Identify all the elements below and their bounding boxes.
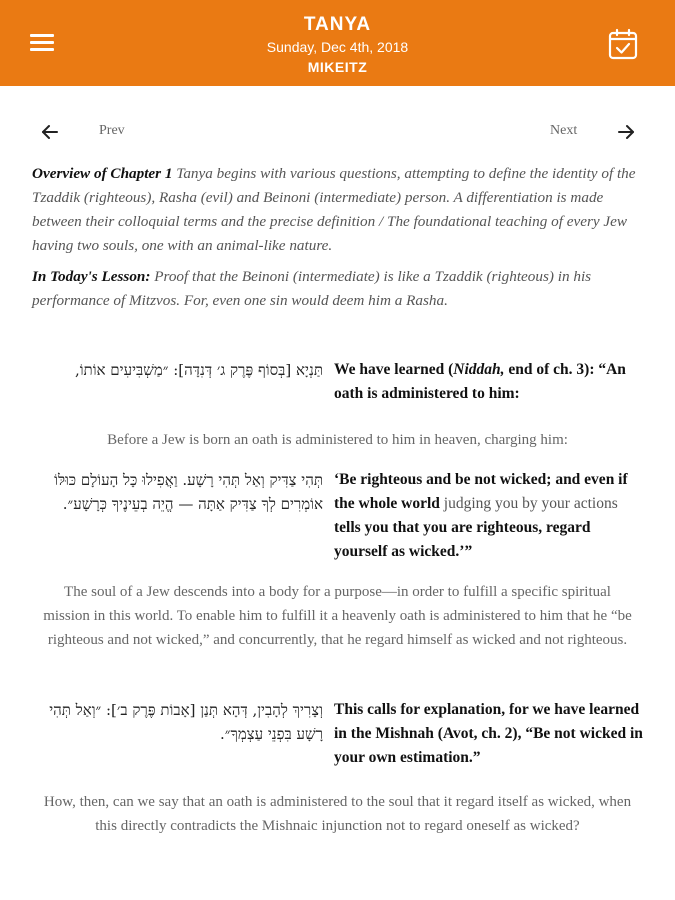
calendar-check-icon[interactable] <box>606 27 640 61</box>
top-app-bar <box>0 0 675 86</box>
commentary-text: Before a Jew is born an oath is administered to him in heaven, charging him: <box>107 432 568 448</box>
prev-button[interactable]: Prev <box>99 123 125 138</box>
date-label: Sunday, Dec 4th, 2018 <box>266 39 409 55</box>
english-translation: This calls for explanation, for we have learned in the Mishnah (Avot, ch. 2), “Be not wicked in your own estimation.” <box>334 701 643 766</box>
todays-lesson <box>32 265 644 313</box>
english-translation: ‘Be righteous and be not wicked; and even if the whole world judging you by your actions tells you that you are righteous, regard yourself as wicked.’” <box>334 471 628 560</box>
next-button[interactable]: Next <box>550 123 578 138</box>
commentary-text: The soul of a Jew descends into a body for a purpose—in order to fulfill a specific spiritual mission in this world. To enable him to fulfill it a heavenly oath is administered to him that he “be righteous and not wicked,” and concurrently, that he regard himself as wicked and not righteous. <box>43 584 632 648</box>
commentary-text: How, then, can we say that an oath is administered to the soul that it regard itself as wicked, when this directly contradicts the Mishnaic injunction not to regard oneself as wicked? <box>43 794 632 834</box>
overview-text: Tanya begins with various questions, attempting to define the identity of the Tzaddik (righteous), Rasha (evil) and Beinoni (intermediate) person. A differentiation is made between their colloquial terms and the precise definition / The foundational teaching of every Jew having two souls, one with an animal-like nature. <box>32 165 636 254</box>
chapter-overview <box>32 162 644 258</box>
app-title: TANYA <box>303 14 372 35</box>
english-translation: We have learned (Niddah, end of ch. 3): “An oath is administered to him: <box>334 361 626 402</box>
hebrew-text: תַּנְיָא [בְּסוֹף פֶּרֶק ג׳ דְּנִדָּה]: ״מַשְׁבִּיעִים אוֹתוֹ, <box>74 361 323 379</box>
lesson-heading: In Today's Lesson: <box>32 268 151 285</box>
overview-heading: Overview of Chapter 1 <box>32 165 173 182</box>
hebrew-text: תְּהִי צַדִּיק וְאַל תְּהִי רָשָׁע. וַאֲפִילוּ כָּל הָעוֹלָם כּוּלּוֹ אוֹמְרִים לְךָ צַדִּיק אַתָּה — הֱיֵה בְעֵינֶיךָ כְּרָשָׁע״. <box>54 471 323 513</box>
arrow-right-icon[interactable] <box>614 120 638 144</box>
hebrew-text: וְצָרִיךְ לְהָבִין, דְּהָא תְּנַן [אָבוֹת פֶּרֶק ב׳]: ״וְאַל תְּהִי רָשָׁע בִּפְנֵי עַצְמְךָ״. <box>49 701 323 743</box>
chapter-navigation <box>0 118 675 146</box>
parsha-label: MIKEITZ <box>307 59 368 75</box>
lesson-text: Proof that the Beinoni (intermediate) is like a Tzaddik (righteous) in his performance of Mitzvos. For, even one sin would deem him a Rasha. <box>32 268 592 309</box>
arrow-left-icon[interactable] <box>38 120 62 144</box>
